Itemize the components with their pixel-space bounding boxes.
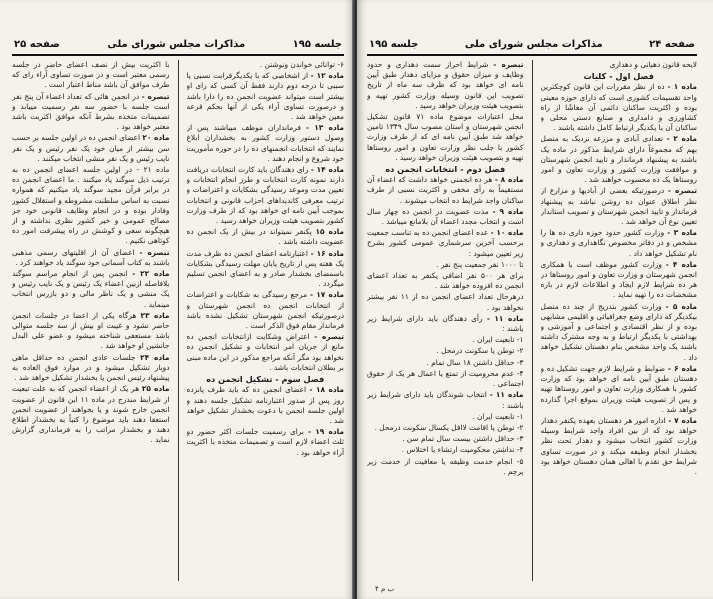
article-label: ماده ۹ -: [492, 206, 524, 216]
note-paragraph: [12, 92, 170, 133]
paragraph-text: برای رسمیت جلسات اکثر حضور دو ثلث اعضاء لازم است و تصمیمات متخذه با اکثریت آراء خواهد بود .: [186, 427, 344, 457]
article-label: ماده ۱۱ -: [486, 313, 524, 323]
paragraph-text: انتخاب شوندگان باید دارای شرایط زیر باشند :: [367, 390, 524, 410]
note-paragraph: [187, 332, 345, 373]
article-label: ماده ۲۳: [140, 310, 170, 320]
paragraph-text: رای دهندگان باید کارت انتخابات دریافت دارند نمونه کارت انتخابات و طرز انجام انتخابات و تعیین مدت وموعد رسیدگی بشکایات و اعتراضات و ترتیب معرفی کاندیداهای احزاب قانونی و انتخابات بموجب آیین نامه ای خواهد بود که از طرف وزارت کشور بتصویب هیئت وزیران خواهد رسید .: [186, 165, 344, 226]
footer-mark: ب م ۴: [375, 585, 395, 593]
text-paragraph: محل اعتبارات موضوع ماده ۷۱ قانون تشکیل انجمن شهرستان و استان مصوب سال ۱۳۴۹ تامین خواهد شد طبق آیین نامه ای که از طرف وزارت کشور با جلب نظر وزارت تعاون و امور روستاها تهیه و بتصویب هیئت وزیران خواهد رسید .: [367, 112, 524, 162]
article-label: ماده ۴ -: [665, 259, 697, 269]
right-page-column-right: [541, 60, 698, 581]
right-header-rule: [367, 54, 697, 56]
article-paragraph: [187, 123, 345, 164]
paragraph-text: اعضای انجمن ده در اولین جلسه بر حسب سن بیشتر از میان خود یک نفر رئیس و یک نفر نایب رئیس و یک نفر منشی انتخاب میکنند .: [12, 133, 170, 163]
text-paragraph: ۱- تابعیت ایران .: [472, 411, 524, 421]
right-page-number: صفحه ۲۴: [649, 38, 695, 50]
article-paragraph: [367, 175, 524, 206]
paragraph-text: ضوابط و شرایط لازم جهت تشکیل ده و دهستان طبق آیین نامه ای خواهد بود که وزارت کشور با همکاری وزارت تعاون و امور روستاها تهیه و پس از تصویب هیئت وزیران بموقع اجرا گذارده خواهد شد .: [540, 363, 697, 414]
note-label: تبصره -: [493, 60, 524, 69]
column-divider: [532, 60, 533, 581]
article-paragraph: [187, 71, 345, 122]
paragraph-text: رأی دهندگان باید دارای شرایط زیر باشند :: [367, 313, 524, 334]
article-label: ماده ۲۰: [142, 133, 170, 143]
article-paragraph: [187, 427, 345, 458]
article-label: ماده ۱۷ -: [310, 290, 344, 300]
article-paragraph: [12, 133, 170, 164]
article-label: ماده ۱۵: [315, 227, 344, 237]
right-page-columns: [367, 60, 697, 581]
text-paragraph: ۵- انجام خدمت وظیفه یا معافیت از خدمت زیر پرچم .: [367, 456, 524, 476]
text-paragraph: ۲- توطن یا سکونت درمحل .: [436, 346, 524, 356]
article-label: ماده ۱۱ -: [489, 390, 524, 400]
paragraph-text: درصورتیکه بعضی از آبادیها و مزارع از نظر اطلاق عنوان ده روشن نباشد به پیشنهاد فرماندار و تایید انجمن شهرستان و تصویب استاندار تعیین نوع آن خواهد شد .: [540, 186, 697, 227]
text-paragraph: ماده ۲۱ - در اولین جلسه اعضای انجمن ده به ترتیب ذیل سوگند یاد میکنند . ما اعضای انجمن ده در برابر قرآن مجید سوگند یاد میکنیم که همواره نسبت به اساس سلطنت مشروطه و استقلال کشور وفادار بوده و در انجام وظایف قانونی خود جز مصالح عمومی و خیر کشور نظری نداشته و از هیچگونه سعی و کوشش در راه پیشرفت امور ده کوتاهی نکنیم .: [12, 165, 170, 246]
left-page-header: [14, 36, 342, 52]
article-paragraph: [187, 290, 345, 331]
article-paragraph: [12, 269, 170, 310]
article-label: ماده ۸ -: [494, 175, 524, 185]
left-page-column-right: [187, 60, 345, 581]
text-paragraph: ۲- توطن یا اقامت لااقل یکسال سکونت درمحل .: [374, 422, 524, 432]
article-label: ماده ۱۹ -: [307, 427, 344, 437]
paragraph-text: اعضای آن از اقلیتهای رسمی مذهبی باشند به کتاب آسمانی خود سوگند یاد خواهند کرد .: [12, 247, 170, 267]
column-divider: [178, 60, 179, 581]
paragraph-text: اعضای انجمن ده که باید ظرف پانزده روز پس از صدور اعتبارنامه تشکیل جلسه دهند و اولین جلسه انجمن با دعوت بخشدار تشکیل خواهد شد .: [186, 385, 344, 425]
article-paragraph: [367, 314, 524, 334]
paragraph-text: ده از نظر مقررات این قانون کوچکترین واحد تقسیمات کشوری است که دارای حوزه معینی بوده و اکثریت ساکنان دائمی آن معاشًا از راه کشاورزی و دامداری و صنایع دستی محلی و ساکنان آن با یکدیگر ارتباط کامل داشته باشند .: [540, 82, 697, 133]
article-paragraph: [367, 228, 524, 259]
paragraph-text: فرمانداران موظف میباشند پس از وصول دستور وزارت کشور به بخشداران ابلاغ نمایند که انتخابات انجمنهای ده را در حوزه مأموریت خود شروع و انجام دهند .: [186, 123, 344, 163]
paragraph-text: مرجع رسیدگی به شکایات و اعتراضات از انتخابات انجمن ده انجمن شهرستان و درصورتیکه انجمن شهرستان تشکیل نشده باشد فرماندار مقام فوق الذکر است .: [186, 290, 344, 331]
right-session-label: جلسه ۱۹۵: [369, 38, 419, 50]
paragraph-text: اعتراض وشکایت ازانتخابات انجمن ده مانع از جریان امر انتخابات و تشکیل انجمن ده نخواهد بود مگر آنکه مراجع مذکور در این ماده مبنی بر بطلان انتخابات باشد .: [186, 332, 344, 372]
article-paragraph: [12, 311, 170, 352]
article-paragraph: [187, 249, 345, 290]
text-paragraph: ۴- نداشتن محکومیت ارتشاء یا اختلاس .: [401, 445, 524, 455]
right-page-column-left: [367, 60, 524, 581]
article-paragraph: [541, 364, 698, 415]
text-paragraph: ۳- حداقل داشتن بیست سال تمام سن .: [402, 434, 524, 444]
article-paragraph: [541, 302, 698, 363]
section-heading: فصل اول - کلیات: [583, 71, 654, 82]
article-paragraph: [12, 353, 170, 384]
article-label: ماده ۳ -: [667, 228, 697, 238]
left-session-label: جلسه ۱۹۵: [292, 38, 342, 50]
right-page: [357, 0, 713, 599]
paragraph-text: وزارت کشور بتدریج از چند ده متصل بیکدیگر که دارای وضع جغرافیائی و اقلیمی مشابهی بوده و از نظر اقتصادی و اجتماعی و آموزشی و بهداشتی با یکدیگر ارتباط و به وجه مشترک داشته باشند یک واحد مشخص بنام دهستان تشکیل خواهد داد .: [540, 301, 697, 362]
article-paragraph: [541, 416, 698, 477]
note-label: تبصره -: [667, 186, 697, 196]
section-heading: فصل سوم - تشکیل انجمن ده: [206, 374, 325, 385]
left-page-column-left: [12, 60, 170, 581]
article-paragraph: [367, 207, 524, 227]
text-paragraph: تا ۱۰۰۰ نفر جمعیت پنج نفر .: [436, 259, 524, 269]
paragraph-text: وزارت کشور حدود حوزه داری ده ها را مشخص و در دفاتر مخصوص نگاهداری و دهداری و نام تشکیل خواهد داد .: [540, 228, 697, 258]
text-paragraph: لایحه قانون دهبانی و دهداری: [609, 60, 697, 69]
article-paragraph: [12, 384, 170, 445]
article-label: ماده ۶ -: [667, 363, 697, 373]
article-label: ماده ۲ -: [666, 134, 697, 144]
paragraph-text: از اشخاصی که با یکدیگرقرابت نسبی یا سببی تا درجه دوم دارند فقط آن کسی که رای او بیشتر است میتواند عضویت انجمن ده را دارا باشد و درصورت تساوی آراء یکی از آنها بحکم قرعه معین خواهد شد .: [186, 71, 344, 122]
paragraph-text: در انجمن هائی که تعداد اعضاء آن پنج نفر است جلسه با حضور سه نفر رسمیت مییابد و تصمیمات متخذه بشرط آنکه موافق اکثریت باشد معتبر خواهد بود .: [12, 91, 170, 132]
article-label: ماده ۵ -: [665, 301, 697, 311]
paragraph-text: عده اعضای انجمن ده به تناسب جمعیت برحسب آخرین سرشماری عمومی کشور بشرح زیر تعیین میشود :: [367, 228, 524, 258]
article-paragraph: [187, 165, 345, 226]
article-paragraph: [187, 227, 345, 247]
note-paragraph: [541, 186, 698, 227]
article-paragraph: [541, 228, 698, 259]
article-paragraph: [541, 134, 698, 185]
article-label: ماده ۲۵: [141, 384, 170, 394]
article-label: ماده ۲۴: [140, 352, 170, 362]
paragraph-text: هر یک از اعضاء انجمن که به علت تبعیت از شرایط مندرج در ماده ۱۱ این قانون از عضویت انجمن خارج شوند و یا بخواهند از عضویت انجمن استعفا دهند باید موضوع را کتباً به بخشدار اطلاع دهند و بخشدار مراتب را به فرمانداری گزارش نماید .: [12, 384, 170, 445]
article-paragraph: [541, 260, 698, 301]
paragraph-text: هر ده انجمنی خواهد داشت که اعضاء آن مستقیماً به رأی مخفی و اکثریت نسبی از طرف ساکنان واجد شرایط ده انتخاب میشوند .: [367, 175, 524, 205]
left-page-columns: [12, 60, 344, 581]
article-label: ماده ۱۴ -: [310, 165, 344, 175]
article-label: ماده ۱۳ -: [305, 123, 344, 133]
text-paragraph: ۶- توانائی خواندن ونوشتن .: [259, 60, 344, 69]
text-paragraph: درهرحال تعداد اعضای انجمن ده از ۱۱ نفر بیشتر نخواهد بود .: [367, 292, 524, 312]
paragraph-text: انجمن پس از انجام مراسم سوگند بلافاصله ازبین اعضاء یک رئیس و یک نایب رئیس و یک منشی و یک ناظر مالی و دو بازرس انتخاب مینماید .: [12, 269, 170, 309]
paragraph-text: شرایط احراز سمت دهداری و حدود وظایف و میزان حقوق و مزایای دهدار طبق آیین نامه ای خواهد بود که ظرف سه ماه از تاریخ تصویب این قانون وسیله وزارت کشور تهیه و بتصویب هیئت وزیران خواهد رسید .: [367, 60, 524, 110]
paragraph-text: جلسات عادی انجمن ده حداقل ماهی دوبار تشکیل میشود و در موارد فوق العاده به پیشنهاد رئیس انجمن یا بخشدار تشکیل خواهد شد .: [12, 352, 170, 383]
text-paragraph: ۱- تابعیت ایران .: [472, 335, 524, 345]
text-paragraph: ۴- عدم محرومیت از تمتع یا اعمال هر یک از حقوق اجتماعی .: [367, 368, 524, 389]
left-page: [0, 0, 354, 599]
article-label: ماده ۱۶ -: [310, 248, 344, 258]
article-paragraph: [541, 82, 698, 133]
article-label: ماده ۱۸ -: [309, 385, 344, 395]
note-paragraph: [12, 248, 170, 268]
paragraph-text: اعتبارنامه اعضای انجمن ده ظرف مدت یک هفته پس از تاریخ پایان مهلت رسیدگی بشکایات باسمضای بخشدار صادر و به اعضای انجمن تسلیم میگردد .: [186, 248, 344, 289]
paragraph-text: هرگاه یکی از اعضا در جلسات انجمن حاضر نشود و غیبت او بیش از سه جلسه متوالی باشد مستعفی شناخته میشود و عضو علی البدل جانشین او خواهد شد .: [12, 310, 170, 351]
paragraph-text: مدت عضویت در انجمن ده چهار سال است و انتخاب مجدد اعضاء آن بلامانع میباشد .: [367, 206, 524, 227]
right-header-title: مذاکرات مجلس شورای ملی: [464, 38, 603, 50]
article-label: ماده ۲۲ -: [132, 269, 170, 279]
paragraph-text: اداره امور هر دهستان بعهده یکنفر دهدار خواهد بود که از بین افراد واجد شرایط وسیله وزارت کشور انتخاب میشود و دهدار تحت نظر بخشدار انجام وظیفه میکند و در صورت تساوی شرایط حق تقدم با اهالی همان دهستان خواهد بود .: [540, 415, 697, 476]
article-label: ماده ۱۲ -: [310, 71, 344, 81]
article-label: ماده ۱ -: [667, 82, 697, 92]
note-paragraph: [367, 60, 524, 111]
article-paragraph: [187, 385, 345, 426]
right-page-header: [369, 36, 695, 52]
paragraph-text: یکنفر نمیتواند در بیش از یک انجمن ده عضویت داشته باشد .: [186, 227, 344, 247]
text-paragraph: ۳- حداقل داشتن ۱۸ سال تمام .: [426, 357, 524, 367]
article-label: ماده ۱۰ -: [490, 228, 524, 238]
left-header-title: مذاکرات مجلس شورای ملی: [107, 38, 246, 50]
section-heading: فصل دوم - انتخابات انجمن ده: [385, 164, 506, 175]
left-page-number: صفحه ۲۵: [14, 38, 60, 50]
paragraph-text: تعدادی آبادی و مزرعه نزدیک به متصل بهم که مجموعاً دارای شرایط مذکور در ماده یک باشند به پیشنهاد فرماندار و تایید انجمن شهرستان و موافقت وزارت کشور و وزارت تعاون و امور روستاها یک ده محسوب خواهند شد .: [540, 134, 697, 185]
note-label: تبصره -: [141, 91, 170, 101]
text-paragraph: برای هر ۵۰۰ نفر اضافی یکنفر به تعداد اعضای انجمن ده افزوده خواهد شد .: [367, 271, 524, 291]
left-header-rule: [12, 54, 344, 56]
text-paragraph: با اکثریت بیش از نصف اعضای حاضر در جلسه رسمی معتبر است و در صورت تساوی آراء رای که طرف موافق آن باشد مناط اعتبار است .: [12, 60, 170, 90]
article-label: ماده ۷ -: [668, 415, 697, 425]
note-label: تبصره -: [314, 332, 344, 342]
note-label: تبصره -: [139, 247, 170, 257]
paragraph-text: وزارت کشور موظف است با همکاری انجمن شهرستان و وزارت تعاون و امور روستاها در هر ده شرایط لازم ایجاد و اطلاعات لازم در باره مشخصات ده را تهیه نماید .: [540, 259, 697, 300]
article-paragraph: [367, 390, 524, 410]
